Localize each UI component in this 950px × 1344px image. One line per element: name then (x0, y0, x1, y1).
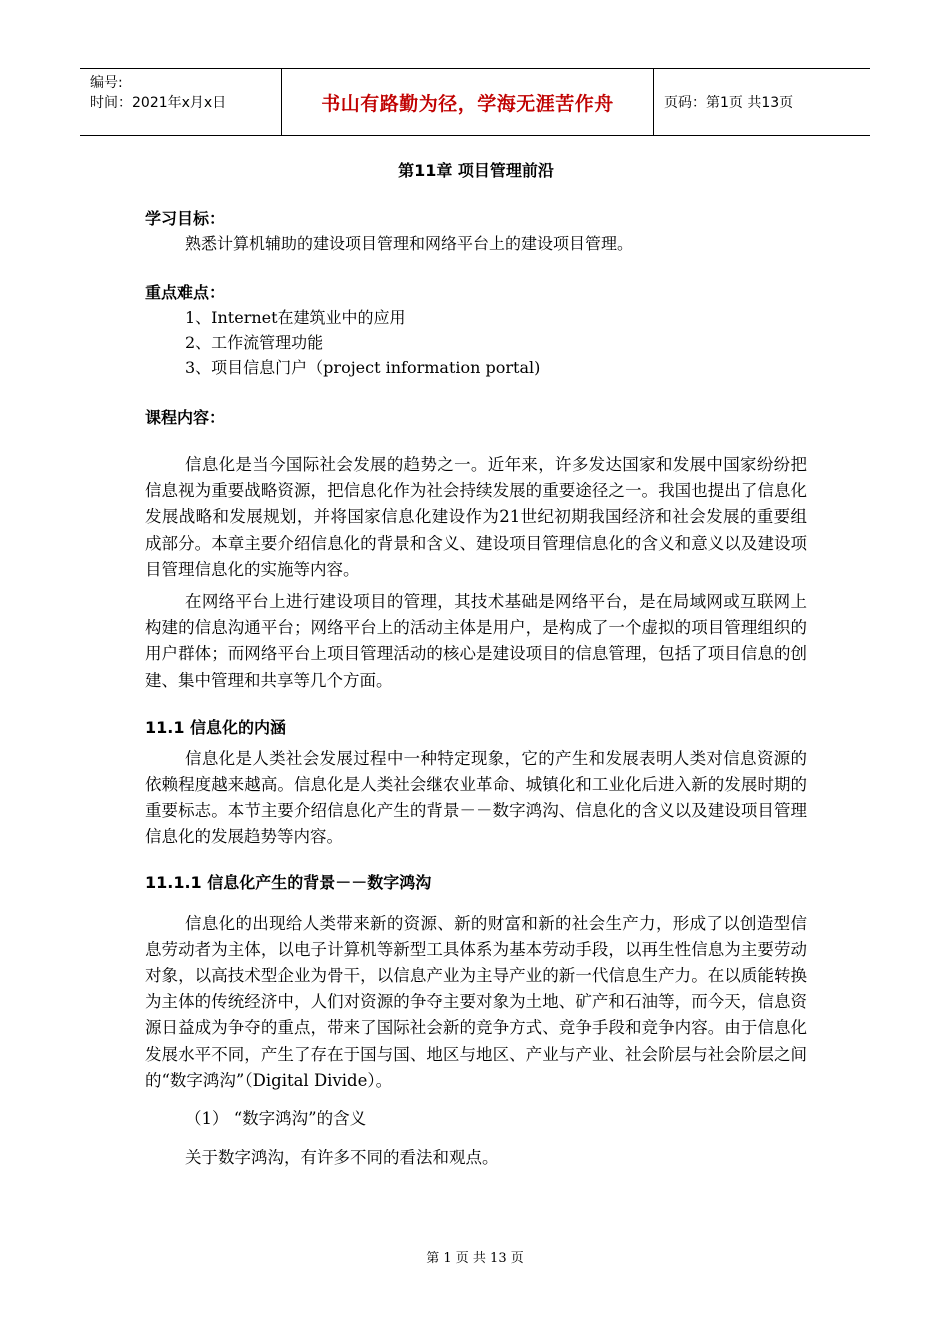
subsection-paragraph: 信息化的出现给人类带来新的资源、新的财富和新的社会生产力，形成了以创造型信息劳动者为主体，以电子计算机等新型工具体系为基本劳动手段，以再生性信息为主要劳动对象，以高技术型企业为骨干，以信息产业为主导产业的新一代信息生产力。在以质能转换为主体的传统经济中，人们对资源的争夺主要对象为土地、矿产和石油等，而今天，信息资源日益成为争夺的重点，带来了国际社会新的竞争方式、竞争手段和竞争内容。由于信息化发展水平不同，产生了存在于国与国、地区与地区、产业与产业、社会阶层与社会阶层之间的“数字鸿沟”（Digital Divide）。 (145, 913, 807, 1090)
page-header (80, 68, 870, 136)
course-paragraph: 信息化是当今国际社会发展的趋势之一。近年来，许多发达国家和发展中国家纷纷把信息视为重要战略资源，把信息化作为社会持续发展的重要途径之一。我国也提出了信息化发展战略和发展规划，并将国家信息化建设作为21世纪初期我国经济和社会发展的重要组成部分。本章主要介绍信息化的背景和含义、建设项目管理信息化的含义和意义以及建设项目管理信息化的实施等内容。 (145, 455, 807, 579)
subsection-heading: 11.1.1 信息化产生的背景－－数字鸿沟 (145, 872, 432, 892)
section-paragraph: 信息化是人类社会发展过程中一种特定现象，它的产生和发展表明人类对信息资源的依赖程度越来越高。信息化是人类社会继农业革命、城镇化和工业化后进入新的发展时期的重要标志。本节主要介绍信息化产生的背景－－数字鸿沟、信息化的含义以及建设项目管理信息化的发展趋势等内容。 (145, 748, 807, 847)
key-point-item: 2、工作流管理功能 (185, 333, 324, 352)
course-label: 课程内容： (145, 408, 226, 427)
section-heading: 11.1 信息化的内涵 (145, 717, 287, 737)
header-page-label: 页码：第1页 共13页 (664, 95, 794, 111)
subsection-subheading: （1） “数字鸿沟”的含义 (185, 1109, 367, 1129)
code-label: 编号: (90, 75, 123, 91)
course-paragraph: 在网络平台上进行建设项目的管理，其技术基础是网络平台，是在局域网或互联网上构建的信息沟通平台；网络平台上的活动主体是用户，是构成了一个虚拟的项目管理组织的用户群体；而网络平台上项目管理活动的核心是建设项目的信息管理，包括了项目信息的创建、集中管理和共享等几个方面。 (145, 592, 807, 690)
subsection-subparagraph: 关于数字鸿沟，有许多不同的看法和观点。 (185, 1148, 499, 1168)
key-points-label: 重点难点： (145, 283, 226, 302)
header-meta-cell (80, 69, 282, 135)
key-point-item: 3、项目信息门户（project information portal) (185, 358, 541, 377)
time-label: 时间：2021年x月x日 (90, 95, 227, 111)
objectives-label: 学习目标： (145, 209, 226, 228)
document-body (145, 158, 807, 1170)
page-footer: 第 1 页 共 13 页 (426, 1251, 524, 1266)
header-motto: 书山有路勤为径，学海无涯苦作舟 (282, 69, 654, 135)
chapter-title: 第11章 项目管理前沿 (398, 161, 554, 180)
key-point-item: 1、Internet在建筑业中的应用 (185, 308, 406, 327)
objectives-text: 熟悉计算机辅助的建设项目管理和网络平台上的建设项目管理。 (185, 234, 634, 253)
